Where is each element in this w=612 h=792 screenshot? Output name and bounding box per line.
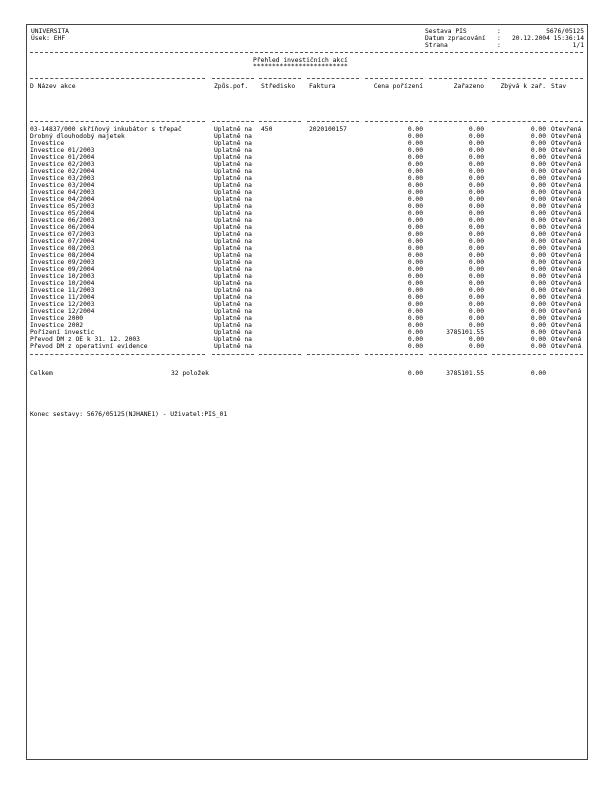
- cell-cost: 0.00: [407, 189, 423, 196]
- cell-assigned: 0.00: [468, 182, 484, 189]
- col-rule: [259, 78, 301, 79]
- cell-remaining: 0.00: [530, 287, 546, 294]
- cell-assigned: 0.00: [468, 280, 484, 287]
- cell-cost: 0.00: [407, 231, 423, 238]
- cell-method: Úplatně na: [214, 259, 252, 266]
- cell-method: Úplatně na: [214, 196, 252, 203]
- cell-remaining: 0.00: [530, 189, 546, 196]
- cell-status: Otevřená: [551, 238, 582, 245]
- col-rule: [212, 78, 254, 79]
- cell-remaining: 0.00: [530, 154, 546, 161]
- cell-assigned: 0.00: [468, 273, 484, 280]
- cell-method: Úplatně na: [214, 294, 252, 301]
- total-cost: 0.00: [407, 370, 423, 377]
- table-row: [27, 315, 587, 322]
- total-count: 32 položek: [171, 370, 209, 377]
- cell-status: Otevřená: [551, 308, 582, 315]
- cell-remaining: 0.00: [530, 252, 546, 259]
- cell-cost: 0.00: [407, 126, 423, 133]
- table-row: [27, 182, 587, 189]
- col-rule: [259, 121, 301, 122]
- report-footer: Konec sestavy: 5676/05125(NJHANE1) - Uživatel:PIS_01: [30, 411, 228, 418]
- cell-cost: 0.00: [407, 175, 423, 182]
- cell-assigned: 0.00: [468, 161, 484, 168]
- cell-cost: 0.00: [407, 280, 423, 287]
- col-rule: [429, 354, 487, 355]
- cell-remaining: 0.00: [530, 203, 546, 210]
- table-row: [27, 329, 587, 336]
- col-rule: [30, 121, 205, 122]
- cell-assigned: 0.00: [468, 315, 484, 322]
- table-row: [27, 294, 587, 301]
- cell-name: Investice 02/2003: [30, 161, 95, 168]
- cell-method: Úplatně na: [214, 287, 252, 294]
- date-label: Datum zpracování: [425, 35, 486, 42]
- table-row: [27, 175, 587, 182]
- cell-status: Otevřená: [551, 294, 582, 301]
- cell-assigned: 0.00: [468, 259, 484, 266]
- cell-status: Otevřená: [551, 217, 582, 224]
- cell-assigned: 0.00: [468, 203, 484, 210]
- col-header-name: D Název akce: [30, 83, 76, 90]
- table-row: [27, 133, 587, 140]
- cell-name: Investice 11/2004: [30, 294, 95, 301]
- table-row: [27, 217, 587, 224]
- cell-assigned: 0.00: [468, 154, 484, 161]
- table-row: [27, 322, 587, 329]
- cell-cost: 0.00: [407, 224, 423, 231]
- cell-assigned: 0.00: [468, 336, 484, 343]
- cell-name: 03-14837/000 skříňový inkubátor s třepač: [30, 126, 182, 133]
- cell-name: Investice 01/2004: [30, 154, 95, 161]
- cell-status: Otevřená: [551, 322, 582, 329]
- cell-cost: 0.00: [407, 196, 423, 203]
- cell-remaining: 0.00: [530, 182, 546, 189]
- cell-status: Otevřená: [551, 231, 582, 238]
- cell-name: Investice 05/2004: [30, 210, 95, 217]
- unit-name: Úsek: EHF: [31, 35, 66, 42]
- cell-remaining: 0.00: [530, 161, 546, 168]
- cell-status: Otevřená: [551, 210, 582, 217]
- cell-method: Úplatně na: [214, 336, 252, 343]
- cell-cost: 0.00: [407, 294, 423, 301]
- cell-status: Otevřená: [551, 147, 582, 154]
- cell-method: Úplatně na: [214, 133, 252, 140]
- col-rule: [492, 121, 546, 122]
- cell-assigned: 0.00: [468, 343, 484, 350]
- cell-name: Investice 01/2003: [30, 147, 95, 154]
- cell-method: Úplatně na: [214, 217, 252, 224]
- cell-remaining: 0.00: [530, 196, 546, 203]
- cell-cost: 0.00: [407, 154, 423, 161]
- table-row: [27, 189, 587, 196]
- cell-assigned: 0.00: [468, 238, 484, 245]
- table-row: [27, 140, 587, 147]
- cell-status: Otevřená: [551, 266, 582, 273]
- cell-status: Otevřená: [551, 280, 582, 287]
- cell-remaining: 0.00: [530, 294, 546, 301]
- cell-remaining: 0.00: [530, 133, 546, 140]
- processing-date: 20.12.2004 15:36:14: [511, 35, 584, 42]
- col-rule: [30, 354, 205, 355]
- cell-status: Otevřená: [551, 224, 582, 231]
- cell-assigned: 0.00: [468, 126, 484, 133]
- cell-status: Otevřená: [551, 175, 582, 182]
- cell-name: Pořízení investic: [30, 329, 95, 336]
- col-header-invoice: Faktura: [309, 83, 336, 90]
- cell-name: Investice 07/2004: [30, 238, 95, 245]
- cell-assigned: 0.00: [468, 140, 484, 147]
- col-rule: [550, 121, 583, 122]
- cell-method: Úplatně na: [214, 182, 252, 189]
- col-header-cost: Cena pořízení: [373, 83, 423, 90]
- report-label: Sestava PIS: [425, 28, 467, 35]
- cell-method: Úplatně na: [214, 147, 252, 154]
- cell-name: Investice 04/2003: [30, 189, 95, 196]
- cell-method: Úplatně na: [214, 224, 252, 231]
- cell-remaining: 0.00: [530, 280, 546, 287]
- cell-assigned: 0.00: [468, 133, 484, 140]
- col-header-method: Způs.pof.: [214, 83, 249, 90]
- cell-name: Investice 07/2003: [30, 231, 95, 238]
- cell-assigned: 0.00: [468, 266, 484, 273]
- cell-cost: 0.00: [407, 315, 423, 322]
- cell-method: Úplatně na: [214, 210, 252, 217]
- cell-status: Otevřená: [551, 245, 582, 252]
- cell-name: Investice 2002: [30, 322, 84, 329]
- cell-status: Otevřená: [551, 336, 582, 343]
- total-remaining: 0.00: [530, 370, 546, 377]
- cell-invoice: 2020100157: [309, 126, 347, 133]
- table-row: [27, 287, 587, 294]
- col-rule: [550, 78, 583, 79]
- cell-name: Investice 08/2003: [30, 245, 95, 252]
- cell-remaining: 0.00: [530, 336, 546, 343]
- cell-center: 450: [261, 126, 273, 133]
- cell-method: Úplatně na: [214, 161, 252, 168]
- table-row: [27, 196, 587, 203]
- report-id: 5676/05125: [546, 28, 584, 35]
- col-header-remaining: Zbývá k zař.: [500, 83, 546, 90]
- col-rule: [429, 78, 487, 79]
- col-rule: [212, 121, 254, 122]
- cell-status: Otevřená: [551, 154, 582, 161]
- cell-name: Investice 2000: [30, 315, 84, 322]
- cell-remaining: 0.00: [530, 168, 546, 175]
- cell-assigned: 3785101.55: [446, 329, 484, 336]
- cell-name: Investice 03/2003: [30, 175, 95, 182]
- cell-method: Úplatně na: [214, 322, 252, 329]
- university-name: UNIVERSITA: [31, 28, 69, 35]
- page-label: Strana: [425, 42, 448, 49]
- col-rule: [365, 354, 423, 355]
- cell-remaining: 0.00: [530, 126, 546, 133]
- cell-remaining: 0.00: [530, 140, 546, 147]
- cell-cost: 0.00: [407, 329, 423, 336]
- col-rule: [365, 78, 423, 79]
- cell-assigned: 0.00: [468, 252, 484, 259]
- cell-method: Úplatně na: [214, 252, 252, 259]
- cell-status: Otevřená: [551, 287, 582, 294]
- title-underline: *************************: [253, 63, 348, 70]
- cell-name: Investice 06/2004: [30, 224, 95, 231]
- table-row: [27, 161, 587, 168]
- date-sep: :: [497, 35, 501, 42]
- cell-assigned: 0.00: [468, 196, 484, 203]
- cell-cost: 0.00: [407, 168, 423, 175]
- cell-name: Investice 12/2004: [30, 308, 95, 315]
- table-row: [27, 126, 587, 133]
- cell-method: Úplatně na: [214, 329, 252, 336]
- col-rule: [492, 354, 546, 355]
- cell-cost: 0.00: [407, 343, 423, 350]
- page-number: 1/1: [572, 42, 584, 49]
- cell-assigned: 0.00: [468, 217, 484, 224]
- cell-cost: 0.00: [407, 245, 423, 252]
- cell-status: Otevřená: [551, 343, 582, 350]
- cell-name: Investice 06/2003: [30, 217, 95, 224]
- cell-cost: 0.00: [407, 287, 423, 294]
- col-rule: [212, 354, 254, 355]
- cell-assigned: 0.00: [468, 189, 484, 196]
- cell-name: Investice 11/2003: [30, 287, 95, 294]
- cell-remaining: 0.00: [530, 217, 546, 224]
- table-row: [27, 280, 587, 287]
- cell-assigned: 0.00: [468, 147, 484, 154]
- table-row: [27, 336, 587, 343]
- col-rule: [429, 121, 487, 122]
- cell-method: Úplatně na: [214, 231, 252, 238]
- cell-cost: 0.00: [407, 336, 423, 343]
- cell-method: Úplatně na: [214, 266, 252, 273]
- cell-method: Úplatně na: [214, 343, 252, 350]
- cell-remaining: 0.00: [530, 315, 546, 322]
- col-header-status: Stav: [551, 83, 567, 90]
- cell-remaining: 0.00: [530, 231, 546, 238]
- table-row: [27, 252, 587, 259]
- cell-name: Drobný dlouhodobý majetek: [30, 133, 125, 140]
- cell-status: Otevřená: [551, 161, 582, 168]
- cell-remaining: 0.00: [530, 308, 546, 315]
- table-row: [27, 238, 587, 245]
- cell-status: Otevřená: [551, 273, 582, 280]
- cell-remaining: 0.00: [530, 301, 546, 308]
- total-assigned: 3785101.55: [446, 370, 484, 377]
- cell-status: Otevřená: [551, 259, 582, 266]
- cell-cost: 0.00: [407, 217, 423, 224]
- col-rule: [492, 78, 546, 79]
- cell-method: Úplatně na: [214, 273, 252, 280]
- cell-cost: 0.00: [407, 238, 423, 245]
- cell-name: Převod DM z OE k 31. 12. 2003: [30, 336, 140, 343]
- cell-remaining: 0.00: [530, 175, 546, 182]
- cell-method: Úplatně na: [214, 315, 252, 322]
- table-row: [27, 203, 587, 210]
- cell-remaining: 0.00: [530, 224, 546, 231]
- cell-method: Úplatně na: [214, 280, 252, 287]
- cell-method: Úplatně na: [214, 175, 252, 182]
- cell-cost: 0.00: [407, 210, 423, 217]
- cell-status: Otevřená: [551, 168, 582, 175]
- cell-name: Investice: [30, 140, 65, 147]
- table-row: [27, 154, 587, 161]
- col-header-center: Středisko: [261, 83, 296, 90]
- table-row: [27, 210, 587, 217]
- cell-remaining: 0.00: [530, 322, 546, 329]
- cell-name: Investice 09/2004: [30, 266, 95, 273]
- cell-status: Otevřená: [551, 133, 582, 140]
- table-row: [27, 273, 587, 280]
- cell-cost: 0.00: [407, 252, 423, 259]
- page-sep: :: [497, 42, 501, 49]
- cell-assigned: 0.00: [468, 287, 484, 294]
- cell-cost: 0.00: [407, 140, 423, 147]
- cell-cost: 0.00: [407, 273, 423, 280]
- header-divider: [30, 52, 583, 53]
- table-row: [27, 224, 587, 231]
- report-page: [26, 24, 588, 760]
- cell-method: Úplatně na: [214, 140, 252, 147]
- cell-status: Otevřená: [551, 301, 582, 308]
- cell-remaining: 0.00: [530, 210, 546, 217]
- cell-assigned: 0.00: [468, 301, 484, 308]
- cell-name: Investice 03/2004: [30, 182, 95, 189]
- cell-remaining: 0.00: [530, 147, 546, 154]
- cell-status: Otevřená: [551, 252, 582, 259]
- cell-assigned: 0.00: [468, 175, 484, 182]
- col-rule: [307, 354, 359, 355]
- cell-method: Úplatně na: [214, 238, 252, 245]
- cell-method: Úplatně na: [214, 189, 252, 196]
- cell-cost: 0.00: [407, 133, 423, 140]
- cell-status: Otevřená: [551, 196, 582, 203]
- table-row: [27, 308, 587, 315]
- cell-name: Investice 02/2004: [30, 168, 95, 175]
- cell-name: Převod DM z operativní evidence: [30, 343, 148, 350]
- cell-cost: 0.00: [407, 308, 423, 315]
- cell-name: Investice 12/2003: [30, 301, 95, 308]
- cell-remaining: 0.00: [530, 245, 546, 252]
- cell-status: Otevřená: [551, 203, 582, 210]
- cell-cost: 0.00: [407, 301, 423, 308]
- cell-name: Investice 09/2003: [30, 259, 95, 266]
- cell-method: Úplatně na: [214, 154, 252, 161]
- cell-cost: 0.00: [407, 259, 423, 266]
- table-row: [27, 147, 587, 154]
- table-row: [27, 259, 587, 266]
- cell-remaining: 0.00: [530, 329, 546, 336]
- col-rule: [307, 121, 359, 122]
- cell-method: Úplatně na: [214, 168, 252, 175]
- cell-remaining: 0.00: [530, 238, 546, 245]
- cell-method: Úplatně na: [214, 203, 252, 210]
- table-row: [27, 168, 587, 175]
- report-sep: :: [497, 28, 501, 35]
- cell-assigned: 0.00: [468, 322, 484, 329]
- cell-cost: 0.00: [407, 182, 423, 189]
- cell-method: Úplatně na: [214, 301, 252, 308]
- cell-assigned: 0.00: [468, 210, 484, 217]
- cell-status: Otevřená: [551, 329, 582, 336]
- cell-cost: 0.00: [407, 266, 423, 273]
- cell-status: Otevřená: [551, 182, 582, 189]
- cell-assigned: 0.00: [468, 308, 484, 315]
- cell-cost: 0.00: [407, 161, 423, 168]
- cell-status: Otevřená: [551, 189, 582, 196]
- cell-name: Investice 08/2004: [30, 252, 95, 259]
- cell-assigned: 0.00: [468, 245, 484, 252]
- cell-name: Investice 05/2003: [30, 203, 95, 210]
- table-row: [27, 231, 587, 238]
- cell-remaining: 0.00: [530, 259, 546, 266]
- cell-method: Úplatně na: [214, 245, 252, 252]
- table-row: [27, 343, 587, 350]
- cell-cost: 0.00: [407, 147, 423, 154]
- table-row: [27, 266, 587, 273]
- cell-method: Úplatně na: [214, 126, 252, 133]
- cell-assigned: 0.00: [468, 168, 484, 175]
- col-rule: [307, 78, 359, 79]
- cell-assigned: 0.00: [468, 224, 484, 231]
- cell-cost: 0.00: [407, 203, 423, 210]
- col-rule: [259, 354, 301, 355]
- cell-remaining: 0.00: [530, 343, 546, 350]
- cell-cost: 0.00: [407, 322, 423, 329]
- table-row: [27, 301, 587, 308]
- cell-name: Investice 10/2004: [30, 280, 95, 287]
- cell-status: Otevřená: [551, 126, 582, 133]
- cell-name: Investice 10/2003: [30, 273, 95, 280]
- col-header-assigned: Zařazeno: [453, 83, 484, 90]
- cell-method: Úplatně na: [214, 308, 252, 315]
- cell-remaining: 0.00: [530, 266, 546, 273]
- col-rule: [550, 354, 583, 355]
- cell-remaining: 0.00: [530, 273, 546, 280]
- report-title: Přehled investičních akcí: [253, 57, 348, 64]
- col-rule: [30, 78, 205, 79]
- cell-status: Otevřená: [551, 140, 582, 147]
- col-rule: [365, 121, 423, 122]
- table-row: [27, 245, 587, 252]
- cell-name: Investice 04/2004: [30, 196, 95, 203]
- cell-status: Otevřená: [551, 315, 582, 322]
- cell-assigned: 0.00: [468, 294, 484, 301]
- total-label: Celkem: [30, 370, 53, 377]
- cell-assigned: 0.00: [468, 231, 484, 238]
